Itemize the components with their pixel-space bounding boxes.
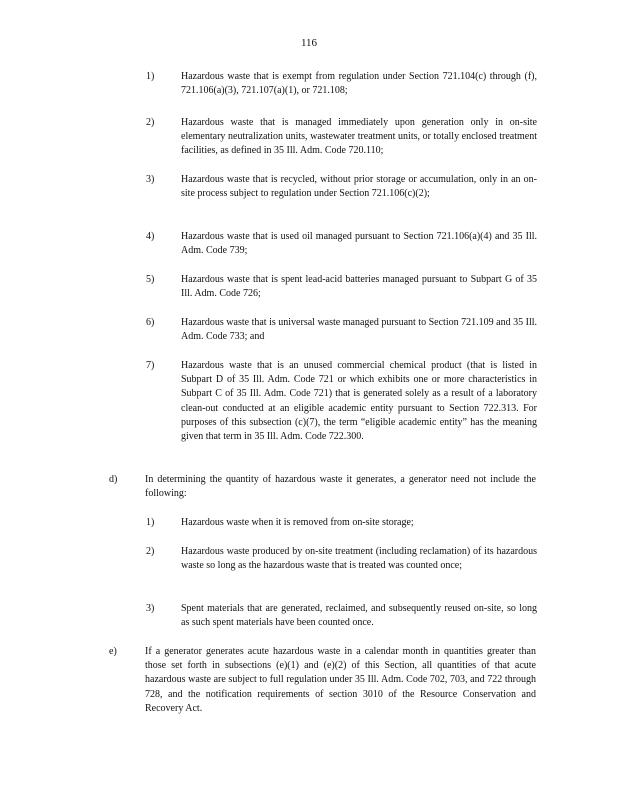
item-text: Hazardous waste that is used oil managed pursuant to Section 721.106(a)(4) and 35 Ill. Adm. Code 739;	[181, 231, 537, 257]
item-label: 3)	[146, 603, 155, 614]
item-text: Hazardous waste that is spent lead-acid batteries managed pursuant to Subpart G of 35 Ill. Adm. Code 726;	[181, 274, 537, 300]
item-label: 4)	[146, 231, 155, 242]
item-label: 3)	[146, 174, 155, 185]
item-label: 5)	[146, 274, 155, 285]
item-text: Hazardous waste that is an unused commercial chemical product (that is listed in Subpart D of 35 Ill. Adm. Code 721 or which exhibits one or more characteristics in Subpart C of 35 Ill. Adm. Code 721) that is generated solely as a result of a laboratory clean-out conducted at an eligible academic entity pursuant to Section 722.313. For purposes of this subsection (c)(7), the term “eligible academic entity” has the meaning given that term in 35 Ill. Adm. Code 722.300.	[181, 360, 537, 443]
item-text: If a generator generates acute hazardous waste in a calendar month in quantities greater than those set forth in subsections (e)(1) and (e)(2) of this Section, all quantities of that acute hazardous waste are subject to full regulation under 35 Ill. Adm. Code 702, 703, and 722 through 728, and the notification requirements of section 3010 of the Resource Conservation and Recovery Act.	[145, 646, 536, 714]
item-text: In determining the quantity of hazardous waste it generates, a generator need not include the following:	[145, 474, 536, 500]
item-label: 2)	[146, 546, 155, 557]
item-text: Hazardous waste that is managed immediately upon generation only in on-site elementary neutralization units, wastewater treatment units, or totally enclosed treatment facilities, as defined in 35 Ill. Adm. Code 720.110;	[181, 117, 537, 157]
item-text: Spent materials that are generated, reclaimed, and subsequently reused on-site, so long as such spent materials have been counted once.	[181, 603, 537, 629]
item-text: Hazardous waste when it is removed from on-site storage;	[181, 517, 414, 528]
item-label: 2)	[146, 117, 155, 128]
item-text: Hazardous waste that is universal waste managed pursuant to Section 721.109 and 35 Ill. Adm. Code 733; and	[181, 317, 537, 343]
item-text: Hazardous waste produced by on-site treatment (including reclamation) of its hazardous waste so long as the hazardous waste that is treated was counted once;	[181, 546, 537, 572]
item-text: Hazardous waste that is recycled, without prior storage or accumulation, only in an on-site process subject to regulation under Section 721.106(c)(2);	[181, 174, 537, 200]
page-number: 116	[300, 37, 318, 49]
item-label: e)	[109, 646, 117, 657]
item-text: Hazardous waste that is exempt from regulation under Section 721.104(c) through (f), 721.106(a)(3), 721.107(a)(1), or 721.108;	[181, 71, 537, 97]
item-label: d)	[109, 474, 118, 485]
item-label: 7)	[146, 360, 155, 371]
item-label: 1)	[146, 71, 155, 82]
item-label: 1)	[146, 517, 155, 528]
item-label: 6)	[146, 317, 155, 328]
